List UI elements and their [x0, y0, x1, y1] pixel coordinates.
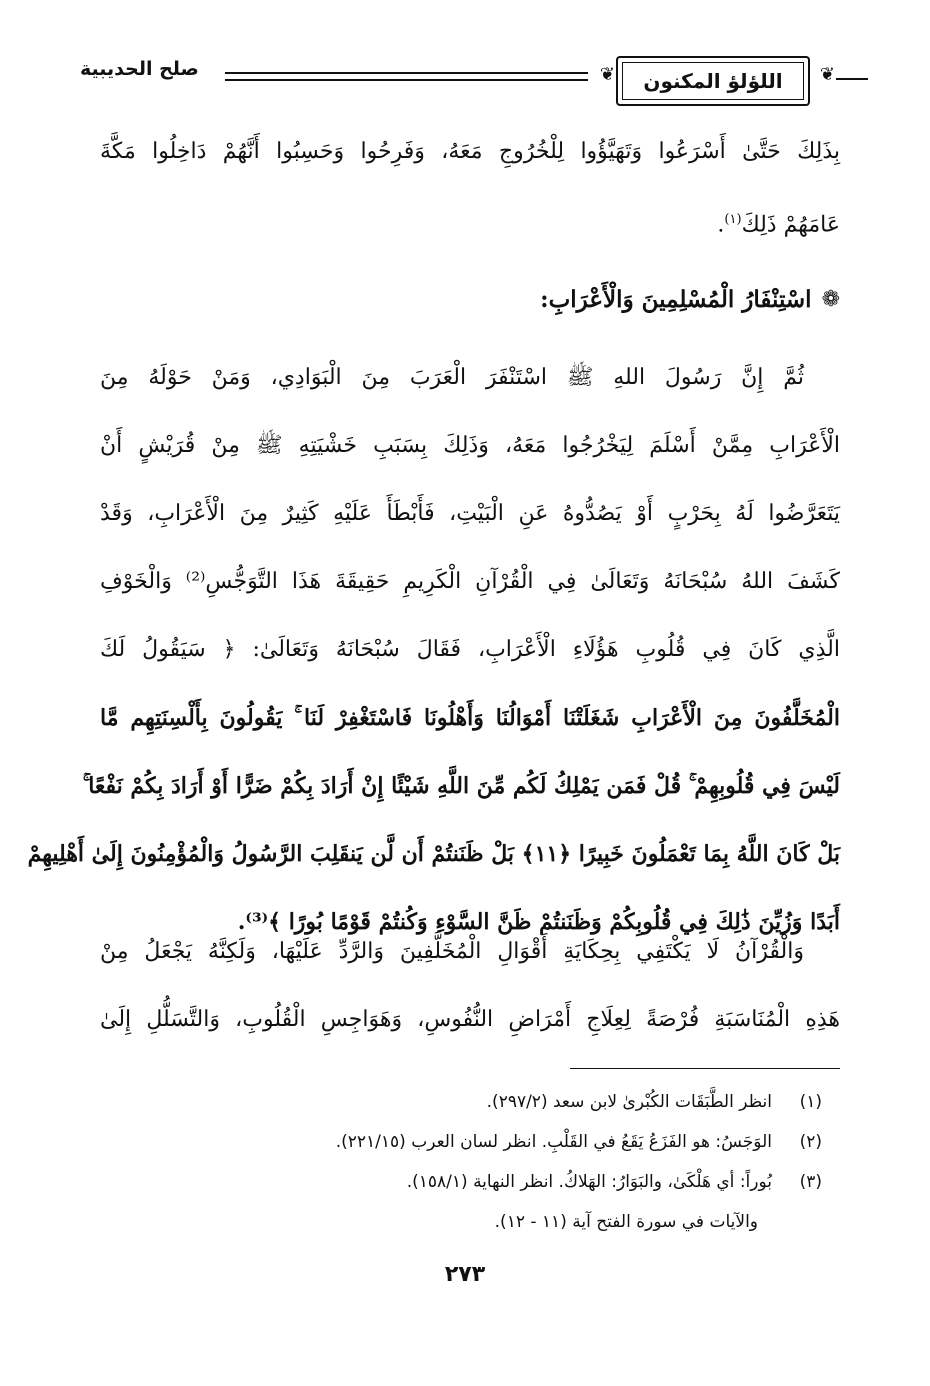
flower-bullet-icon: ❁ — [821, 287, 840, 312]
paragraph-1 — [100, 118, 840, 254]
footnote — [122, 1162, 822, 1202]
footnote-continuation — [122, 1202, 822, 1242]
text-line: عَامَهُمْ ذَلِكَ$^{(١)}$. — [717, 212, 840, 238]
quran-verse-line: أَبَدًا وَزُيِّنَ ذَٰلِكَ فِي قُلُوبِكُمْ وَظَنَنتُمْ ظَنَّ السَّوْءِ وَكُنتُمْ قَوْمًا بُورًا ﴾⁽³⁾. — [237, 909, 840, 935]
footnote-number: (٣) — [799, 1172, 822, 1192]
page-number: ٢٧٣ — [444, 1262, 486, 1287]
running-header — [80, 52, 850, 108]
text-line: يَتَعَرَّضُوا لَهُ بِحَرْبٍ أَوْ يَصُدُّوهُ عَنِ الْبَيْتِ، فَأَبْطَأَ عَلَيْهِ كَثِيرٌ مِنَ الْأَعْرَابِ، وَقَدْ — [100, 501, 840, 526]
footnote-text: والآيات في سورة الفتح آية (١١ - ١٢). — [494, 1212, 758, 1232]
paragraph-2 — [27, 344, 840, 956]
text-line: الَّذِي كَانَ فِي قُلُوبِ هَؤُلَاءِ الْأَعْرَابِ، فَقَالَ سُبْحَانَهُ وَتَعَالَىٰ: ﴿ سَيَقُولُ لَكَ — [100, 637, 840, 662]
text-line-content: عَامَهُمْ ذَلِكَ — [741, 212, 840, 238]
footnote-text: بُوراً: أي هَلْكَىٰ، والبَوَارُ: الهَلاكُ. انظر النهاية (١٥٨/١). — [406, 1172, 772, 1192]
quran-verse-line: لَيْسَ فِي قُلُوبِهِمْ ۚ قُلْ فَمَن يَمْلِكُ لَكُم مِّنَ اللَّهِ شَيْئًا إِنْ أَرَادَ بِكُمْ ضَرًّا أَوْ أَرَادَ بِكُمْ نَفْعًا ۚ — [82, 773, 840, 799]
footnote-number: (١) — [799, 1092, 822, 1112]
text-line: كَشَفَ اللهُ سُبْحَانَهُ وَتَعَالَىٰ فِي الْقُرْآنِ الْكَرِيمِ حَقِيقَةَ هَذَا التَّوَجُّسِ⁽²⁾ وَالْخَوْفِ — [100, 569, 840, 594]
text-line: ثُمَّ إِنَّ رَسُولَ اللهِ ﷺ اسْتَنْفَرَ الْعَرَبَ مِنَ الْبَوَادِي، وَمَنْ حَوْلَهُ مِنَ — [100, 365, 804, 390]
section-heading-text: اسْتِنْفَارُ الْمُسْلِمِينَ وَالْأَعْرَابِ: — [540, 286, 812, 313]
footnote-text: انظر الطَّبَقَات الكُبْرىٰ لابن سعد (٢٩٧/٢). — [486, 1092, 772, 1112]
header-rule — [225, 72, 588, 74]
book-title-frame — [616, 56, 810, 106]
footnote — [122, 1082, 822, 1122]
footnote-ref: (١) — [724, 212, 742, 227]
header-rule-tail — [836, 78, 868, 80]
footnote-text: الوَجَسُ: هو الفَزَعُ يَقَعُ في القَلْبِ. انظر لسان العرب (٢٢١/١٥). — [335, 1132, 772, 1152]
header-rule-double — [225, 79, 588, 81]
text-line: هَذِهِ الْمُنَاسَبَةِ فُرْصَةً لِعِلَاجِ أَمْرَاضِ النُّفُوسِ، وَهَوَاجِسِ الْقُلُوبِ، وَالتَّسَلُّلِ إِلَىٰ — [100, 1007, 840, 1032]
section-heading — [540, 286, 840, 313]
chapter-title: صلح الحديبية — [80, 58, 199, 80]
paragraph-3 — [100, 918, 840, 1054]
footnote — [122, 1122, 822, 1162]
footnote-number: (٢) — [799, 1132, 822, 1152]
quran-verse-line: الْمُخَلَّفُونَ مِنَ الْأَعْرَابِ شَغَلَتْنَا أَمْوَالُنَا وَأَهْلُونَا فَاسْتَغْفِرْ لَنَا ۚ يَقُولُونَ بِأَلْسِنَتِهِم مَّا — [100, 705, 840, 731]
text-line: بِذَلِكَ حَتَّىٰ أَسْرَعُوا وَتَهَيَّؤُوا لِلْخُرُوجِ مَعَهُ، وَفَرِحُوا وَحَسِبُوا أَنَّهُمْ دَاخِلُوا مَكَّةَ — [100, 139, 840, 164]
footnote-separator — [570, 1068, 840, 1069]
quran-verse-line: بَلْ كَانَ اللَّهُ بِمَا تَعْمَلُونَ خَبِيرًا ﴿١١﴾ بَلْ ظَنَنتُمْ أَن لَّن يَنقَلِبَ الرَّسُولُ وَالْمُؤْمِنُونَ إِلَىٰ أَهْلِيهِمْ — [27, 841, 840, 867]
book-title: اللؤلؤ المكنون — [643, 69, 783, 93]
footnotes — [122, 1082, 822, 1242]
ornament-icon: ❦ — [819, 64, 835, 85]
text-line: وَالْقُرْآنُ لَا يَكْتَفِي بِحِكَايَةِ أَقْوَالِ الْمُخَلَّفِينَ وَالرَّدِّ عَلَيْهَا، وَلَكِنَّهُ يَجْعَلُ مِنْ — [100, 939, 804, 964]
ornament-icon: ❦ — [599, 64, 615, 85]
text-line: الْأَعْرَابِ مِمَّنْ أَسْلَمَ لِيَخْرُجُوا مَعَهُ، وَذَلِكَ بِسَبَبِ خَشْيَتِهِ ﷺ مِنْ قُرَيْشٍ أَنْ — [100, 433, 840, 458]
